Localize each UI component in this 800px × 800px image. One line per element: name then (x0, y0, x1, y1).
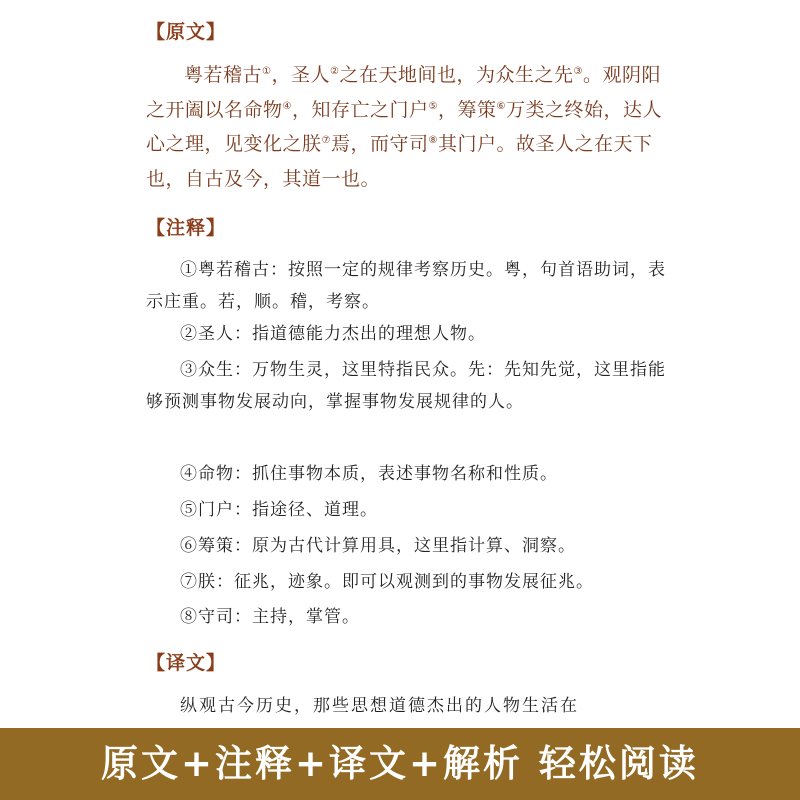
footnote-marker-4: ④ (282, 100, 292, 112)
footnote-marker-6: ⑥ (496, 100, 506, 112)
footnote-marker-2: ② (330, 66, 340, 77)
note-item-5: ⑤门户：指途径、道理。 (180, 500, 378, 520)
note-item-7: ⑦朕：征兆，迹象。即可以观测到的事物发展征兆。 (180, 572, 594, 592)
footnote-marker-1: ① (262, 66, 272, 77)
original-text: 粤若稽古①，圣人②之在天地间也，为众生之先③。观阴阳之开阖以名命物④，知存亡之门户⑤，筹策⑥万类之终始，达人心之理，见变化之朕⑦焉，而守司⑧其门户。故圣人之在天下也，自古及今，其道一也。 (146, 64, 662, 190)
note-item-4: ④命物：抓住事物本质，表述事物名称和性质。 (180, 464, 558, 484)
note-item-1: ①粤若稽古：按照一定的规律考察历史。粤，句首语助词，表示庄重。若，顺。稽，考察。 (146, 260, 666, 312)
translation-section-title: 【译文】 (146, 652, 227, 674)
footnote-marker-8: ⑧ (428, 135, 438, 146)
footnote-marker-3: ③ (573, 66, 583, 77)
note-item-8: ⑧守司：主持，掌管。 (180, 607, 360, 627)
notes-section-title: 【注释】 (146, 217, 227, 239)
footnote-marker-5: ⑤ (428, 100, 438, 112)
footnote-marker-7: ⑦ (321, 135, 331, 146)
promo-banner: 原文+注释+译文+解析 轻松阅读 (0, 728, 800, 800)
note-item-2: ②圣人：指道德能力杰出的理想人物。 (180, 324, 486, 344)
note-item-6: ⑥筹策：原为古代计算用具，这里指计算、洞察。 (180, 536, 576, 556)
original-section-title: 【原文】 (146, 21, 227, 43)
translation-text: 纵观古今历史，那些思想道德杰出的人物生活在 (180, 696, 579, 716)
note-item-3: ③众生：万物生灵，这里特指民众。先：先知先觉，这里指能够预测事物发展动向，掌握事物发展规律的人。 (146, 360, 666, 412)
